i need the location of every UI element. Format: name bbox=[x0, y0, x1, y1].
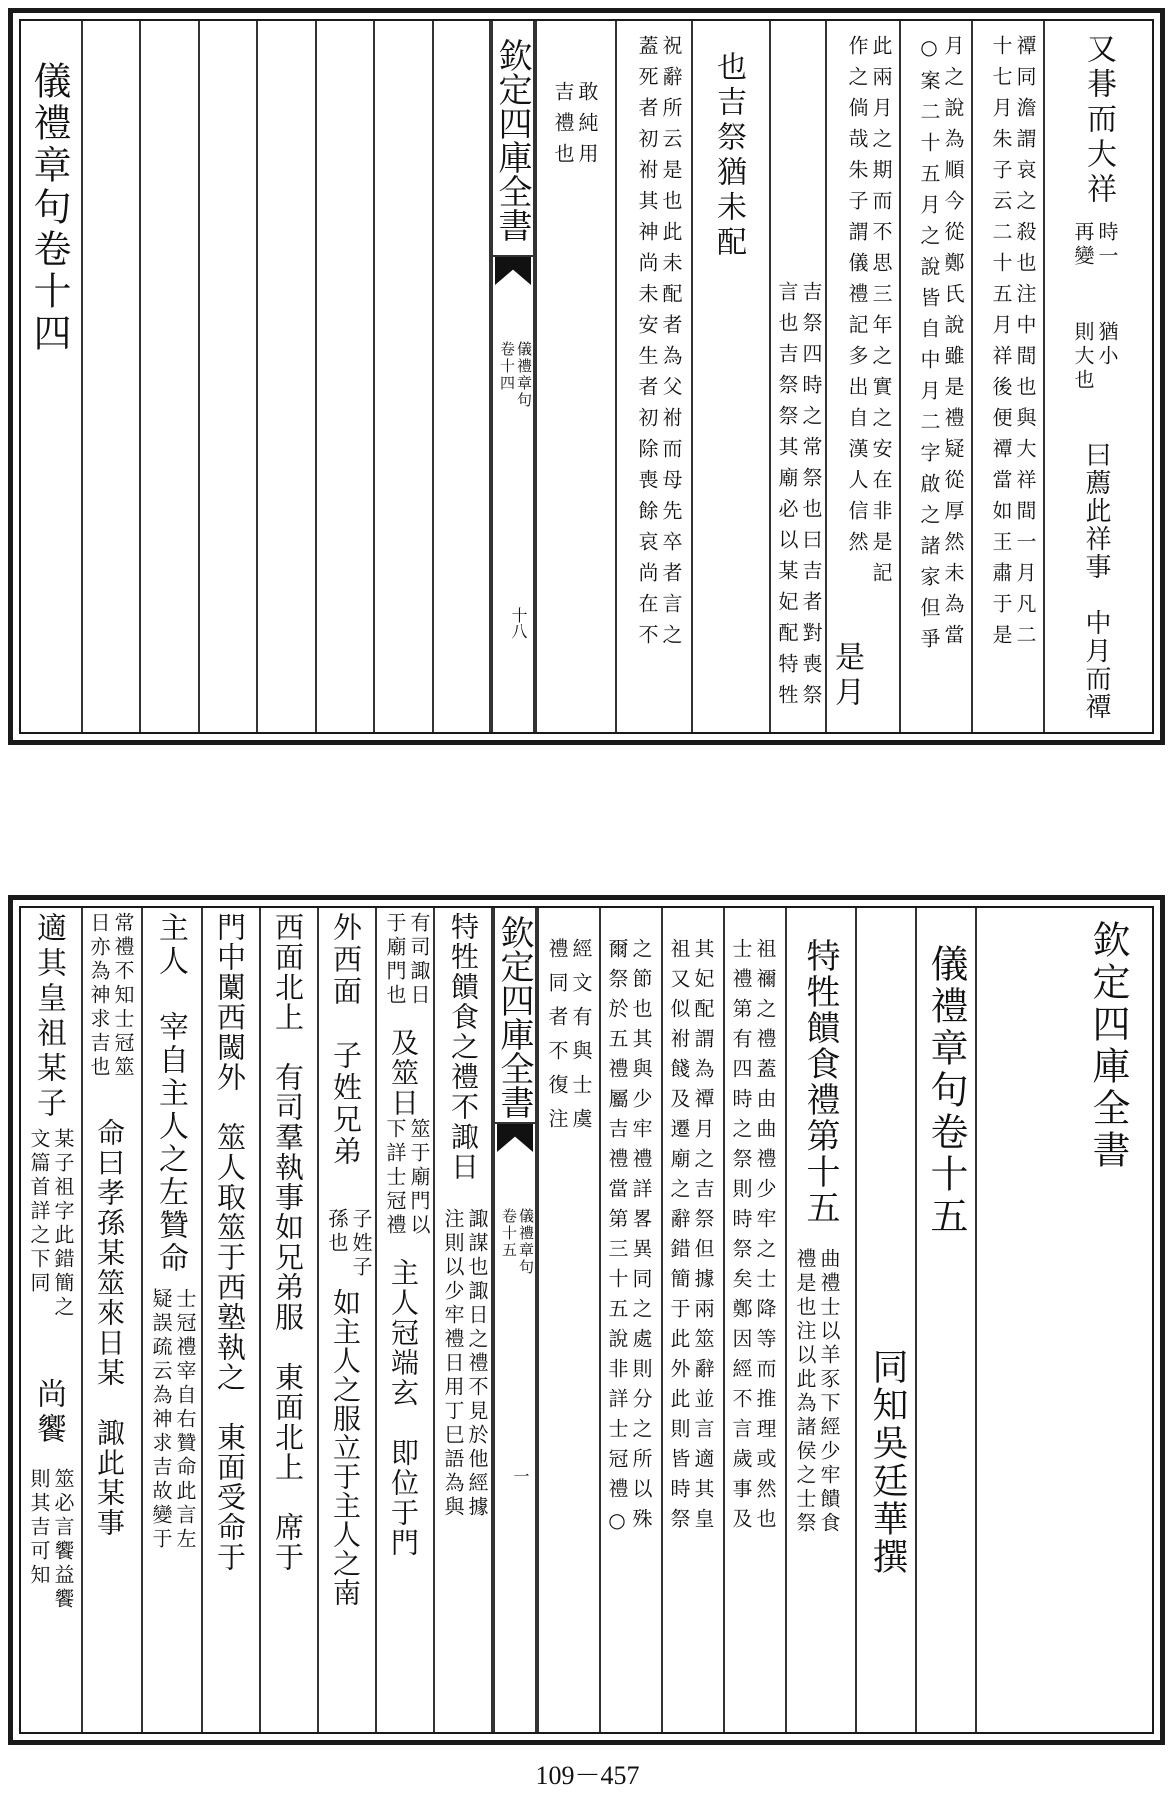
bottom-right-col-3 bbox=[855, 908, 915, 1732]
main-text: 曰薦此祥事 中月而禫 bbox=[1081, 441, 1111, 721]
bottom-left-col-8 bbox=[433, 908, 493, 1732]
top-spine bbox=[491, 21, 535, 732]
annotation-line: 十七月朱子云二十五月祥後便禫當如王肅于是 bbox=[989, 35, 1013, 655]
annotation-line: 猶小 bbox=[1095, 321, 1119, 369]
annotation-line: 筮必言饗益饗 bbox=[51, 1468, 75, 1612]
annotation-line: 日亦為神求吉也 bbox=[87, 912, 111, 1080]
top-left-col-3 bbox=[139, 21, 198, 732]
spine-leaf-number: 一 bbox=[511, 1468, 530, 1484]
annotation-line: 子姓子 bbox=[349, 1208, 373, 1280]
fish-tail-mark bbox=[497, 1124, 533, 1152]
annotation-line: 孫也 bbox=[325, 1208, 349, 1256]
collection-title: 欽定四庫全書 bbox=[1086, 920, 1130, 1172]
bottom-right-col-7 bbox=[599, 908, 661, 1732]
annotation-line: 言也吉祭祭其廟必以某妃配特牲 bbox=[775, 281, 799, 715]
annotation-line: 曲禮士以羊豕下經少牢饋食 bbox=[817, 1248, 841, 1536]
annotation-line: 蓋死者初祔其神尚未安生者初除喪餘哀尚在不 bbox=[635, 35, 659, 655]
bottom-right-col-2 bbox=[915, 908, 975, 1732]
bottom-left-col-2 bbox=[81, 908, 141, 1732]
annotation-line: ○案二十五月之說皆自中月二字啟之諸家但爭 bbox=[917, 35, 941, 659]
spine-chapter: 卷十五 bbox=[500, 1208, 518, 1259]
annotation-line: 疑誤疏云為神求吉故變于 bbox=[149, 1288, 173, 1552]
bottom-right-col-6 bbox=[661, 908, 723, 1732]
main-text: 主人冠端玄 即位于門 bbox=[387, 1258, 420, 1558]
annotation-line: 月之說為順今從鄭氏說雖是禮疑從厚然未為當 bbox=[941, 35, 965, 655]
main-text: 是月 bbox=[829, 641, 864, 711]
annotation-line: 禫同澹謂哀之殺也注中間也與大祥間一月凡二 bbox=[1013, 35, 1037, 655]
bottom-left-col-6 bbox=[317, 908, 375, 1732]
annotation-line: 時一 bbox=[1095, 221, 1119, 269]
main-text: 命曰孝孫某筮來日某 諏此某事 bbox=[93, 1118, 126, 1538]
main-text: 也吉祭猶未配 bbox=[711, 51, 746, 261]
main-text: 特牲饋食禮第十五 bbox=[800, 938, 840, 1226]
bottom-left-col-5 bbox=[259, 908, 317, 1732]
annotation-line: 士冠禮宰自右贊命此言左 bbox=[173, 1288, 197, 1552]
annotation-line: 筮于廟門以 bbox=[407, 1118, 431, 1238]
annotation-line: 祖又似祔餞及遷廟之辭錯簡于此外此則皆時祭 bbox=[667, 938, 691, 1538]
main-text: 尚饗 bbox=[31, 1378, 66, 1448]
top-left-col-8 bbox=[432, 21, 491, 732]
annotation-line: 常禮不知士冠筮 bbox=[111, 912, 135, 1080]
annotation-line: 其妃配謂為禫月之吉祭但據兩筮辭並言適其皇 bbox=[691, 938, 715, 1538]
annotation-line: 之節也其與少牢禮詳畧異同之處則分之所以殊 bbox=[629, 938, 653, 1538]
top-left-col-6 bbox=[315, 21, 373, 732]
main-text: 如主人之服立于主人之南 bbox=[329, 1288, 362, 1607]
bottom-right-col-8 bbox=[537, 908, 599, 1732]
annotation-line: 注則以少牢禮日用丁巳語為與 bbox=[441, 1208, 465, 1520]
page-number: 109－457 bbox=[535, 1761, 640, 1790]
bottom-spine bbox=[493, 908, 537, 1732]
top-right-col-2 bbox=[971, 21, 1043, 732]
annotation-line: 爾祭於五禮屬吉禮當第三十五說非詳士冠禮○ bbox=[605, 938, 629, 1542]
top-right-col-4 bbox=[825, 21, 899, 732]
spine-title: 欽定四庫全書 bbox=[493, 25, 537, 257]
top-left-col-5 bbox=[256, 21, 315, 732]
annotation-line: 吉禮也 bbox=[551, 81, 575, 174]
top-page bbox=[8, 8, 1165, 745]
main-text: 特牲饋食之禮不諏日 bbox=[447, 912, 480, 1182]
bottom-right-col-1 bbox=[975, 908, 1154, 1732]
annotation-line: 則其吉可知 bbox=[27, 1468, 51, 1588]
top-right-col-8 bbox=[535, 21, 615, 732]
spine-leaf-number: 十八 bbox=[509, 607, 528, 639]
annotation-line: 再變 bbox=[1071, 221, 1095, 269]
top-right-col-7 bbox=[615, 21, 691, 732]
bottom-left-col-1 bbox=[21, 908, 81, 1732]
top-left-col-2 bbox=[81, 21, 139, 732]
bottom-right-col-4 bbox=[785, 908, 855, 1732]
bottom-page-frame bbox=[19, 906, 1154, 1734]
spine-title: 欽定四庫全書 bbox=[495, 912, 539, 1124]
bottom-left-col-3 bbox=[141, 908, 201, 1732]
main-text: 外西面 子姓兄弟 bbox=[329, 912, 363, 1168]
main-text: 適其皇祖某子 bbox=[31, 912, 66, 1122]
chapter-end-title: 儀禮章句卷十四 bbox=[27, 61, 71, 355]
annotation-line: 士禮第有四時之祭則時祭矣鄭因經不言歲事及 bbox=[729, 938, 753, 1538]
annotation-line: 諏謀也諏日之禮不見於他經據 bbox=[465, 1208, 489, 1520]
top-right-col-3 bbox=[899, 21, 971, 732]
top-right-col-1 bbox=[1043, 21, 1152, 732]
top-right-col-5 bbox=[769, 21, 825, 732]
main-text: 又朞而大祥 bbox=[1081, 33, 1116, 208]
spine-book-name: 儀禮章句 bbox=[515, 341, 533, 409]
chapter-title: 儀禮章句卷十五 bbox=[924, 944, 968, 1238]
main-text: 及筮日 bbox=[387, 1028, 420, 1118]
fish-tail-mark bbox=[495, 257, 531, 285]
annotation-line: 作之倘哉朱子謂儀禮記多出自漢人信然 bbox=[845, 35, 869, 562]
annotation-line: 此兩月之期而不思三年之實之安在非是記 bbox=[869, 35, 893, 593]
annotation-line: 有司諏日 bbox=[407, 912, 431, 1008]
bottom-left-col-4 bbox=[201, 908, 259, 1732]
annotation-line: 于廟門也 bbox=[383, 912, 407, 1008]
top-left-col-4 bbox=[198, 21, 256, 732]
author-line: 同知吳廷華撰 bbox=[867, 1348, 908, 1576]
spine-chapter: 卷十四 bbox=[498, 341, 516, 392]
annotation-line: 吉祭四時之常祭也曰吉者對喪祭 bbox=[799, 281, 823, 715]
annotation-line: 下詳士冠禮 bbox=[383, 1118, 407, 1238]
annotation-line: 經文有與士虞 bbox=[569, 938, 593, 1142]
main-text: 西面北上 有司羣執事如兄弟服 東面北上 席于 bbox=[271, 912, 305, 1572]
top-page-frame bbox=[19, 19, 1154, 734]
annotation-line: 祖禰之禮蓋由曲禮少牢之士降等而推理或然也 bbox=[753, 938, 777, 1538]
annotation-line: 敢純用 bbox=[575, 81, 599, 174]
annotation-line: 禮同者不復注 bbox=[545, 938, 569, 1142]
top-left-col-1 bbox=[21, 21, 81, 732]
bottom-page bbox=[8, 895, 1165, 1745]
annotation-line: 祝辭所云是也此未配者為父祔而母先卒者言之 bbox=[659, 35, 683, 655]
annotation-line: 文篇首詳之下同 bbox=[27, 1128, 51, 1296]
annotation-line: 禮是也注以此為諸侯之士祭 bbox=[793, 1248, 817, 1536]
top-left-col-7 bbox=[373, 21, 432, 732]
main-text: 門中闑西閾外 筮人取筮于西塾執之 東面受命于 bbox=[213, 912, 247, 1572]
main-text: 主人 宰自主人之左贊命 bbox=[153, 912, 188, 1275]
bottom-right-col-5 bbox=[723, 908, 785, 1732]
annotation-line: 則大也 bbox=[1071, 321, 1095, 393]
spine-book-name: 儀禮章句 bbox=[517, 1208, 535, 1276]
top-right-col-6 bbox=[691, 21, 769, 732]
annotation-line: 某子祖字此錯簡之 bbox=[51, 1128, 75, 1320]
bottom-left-col-7 bbox=[375, 908, 433, 1732]
